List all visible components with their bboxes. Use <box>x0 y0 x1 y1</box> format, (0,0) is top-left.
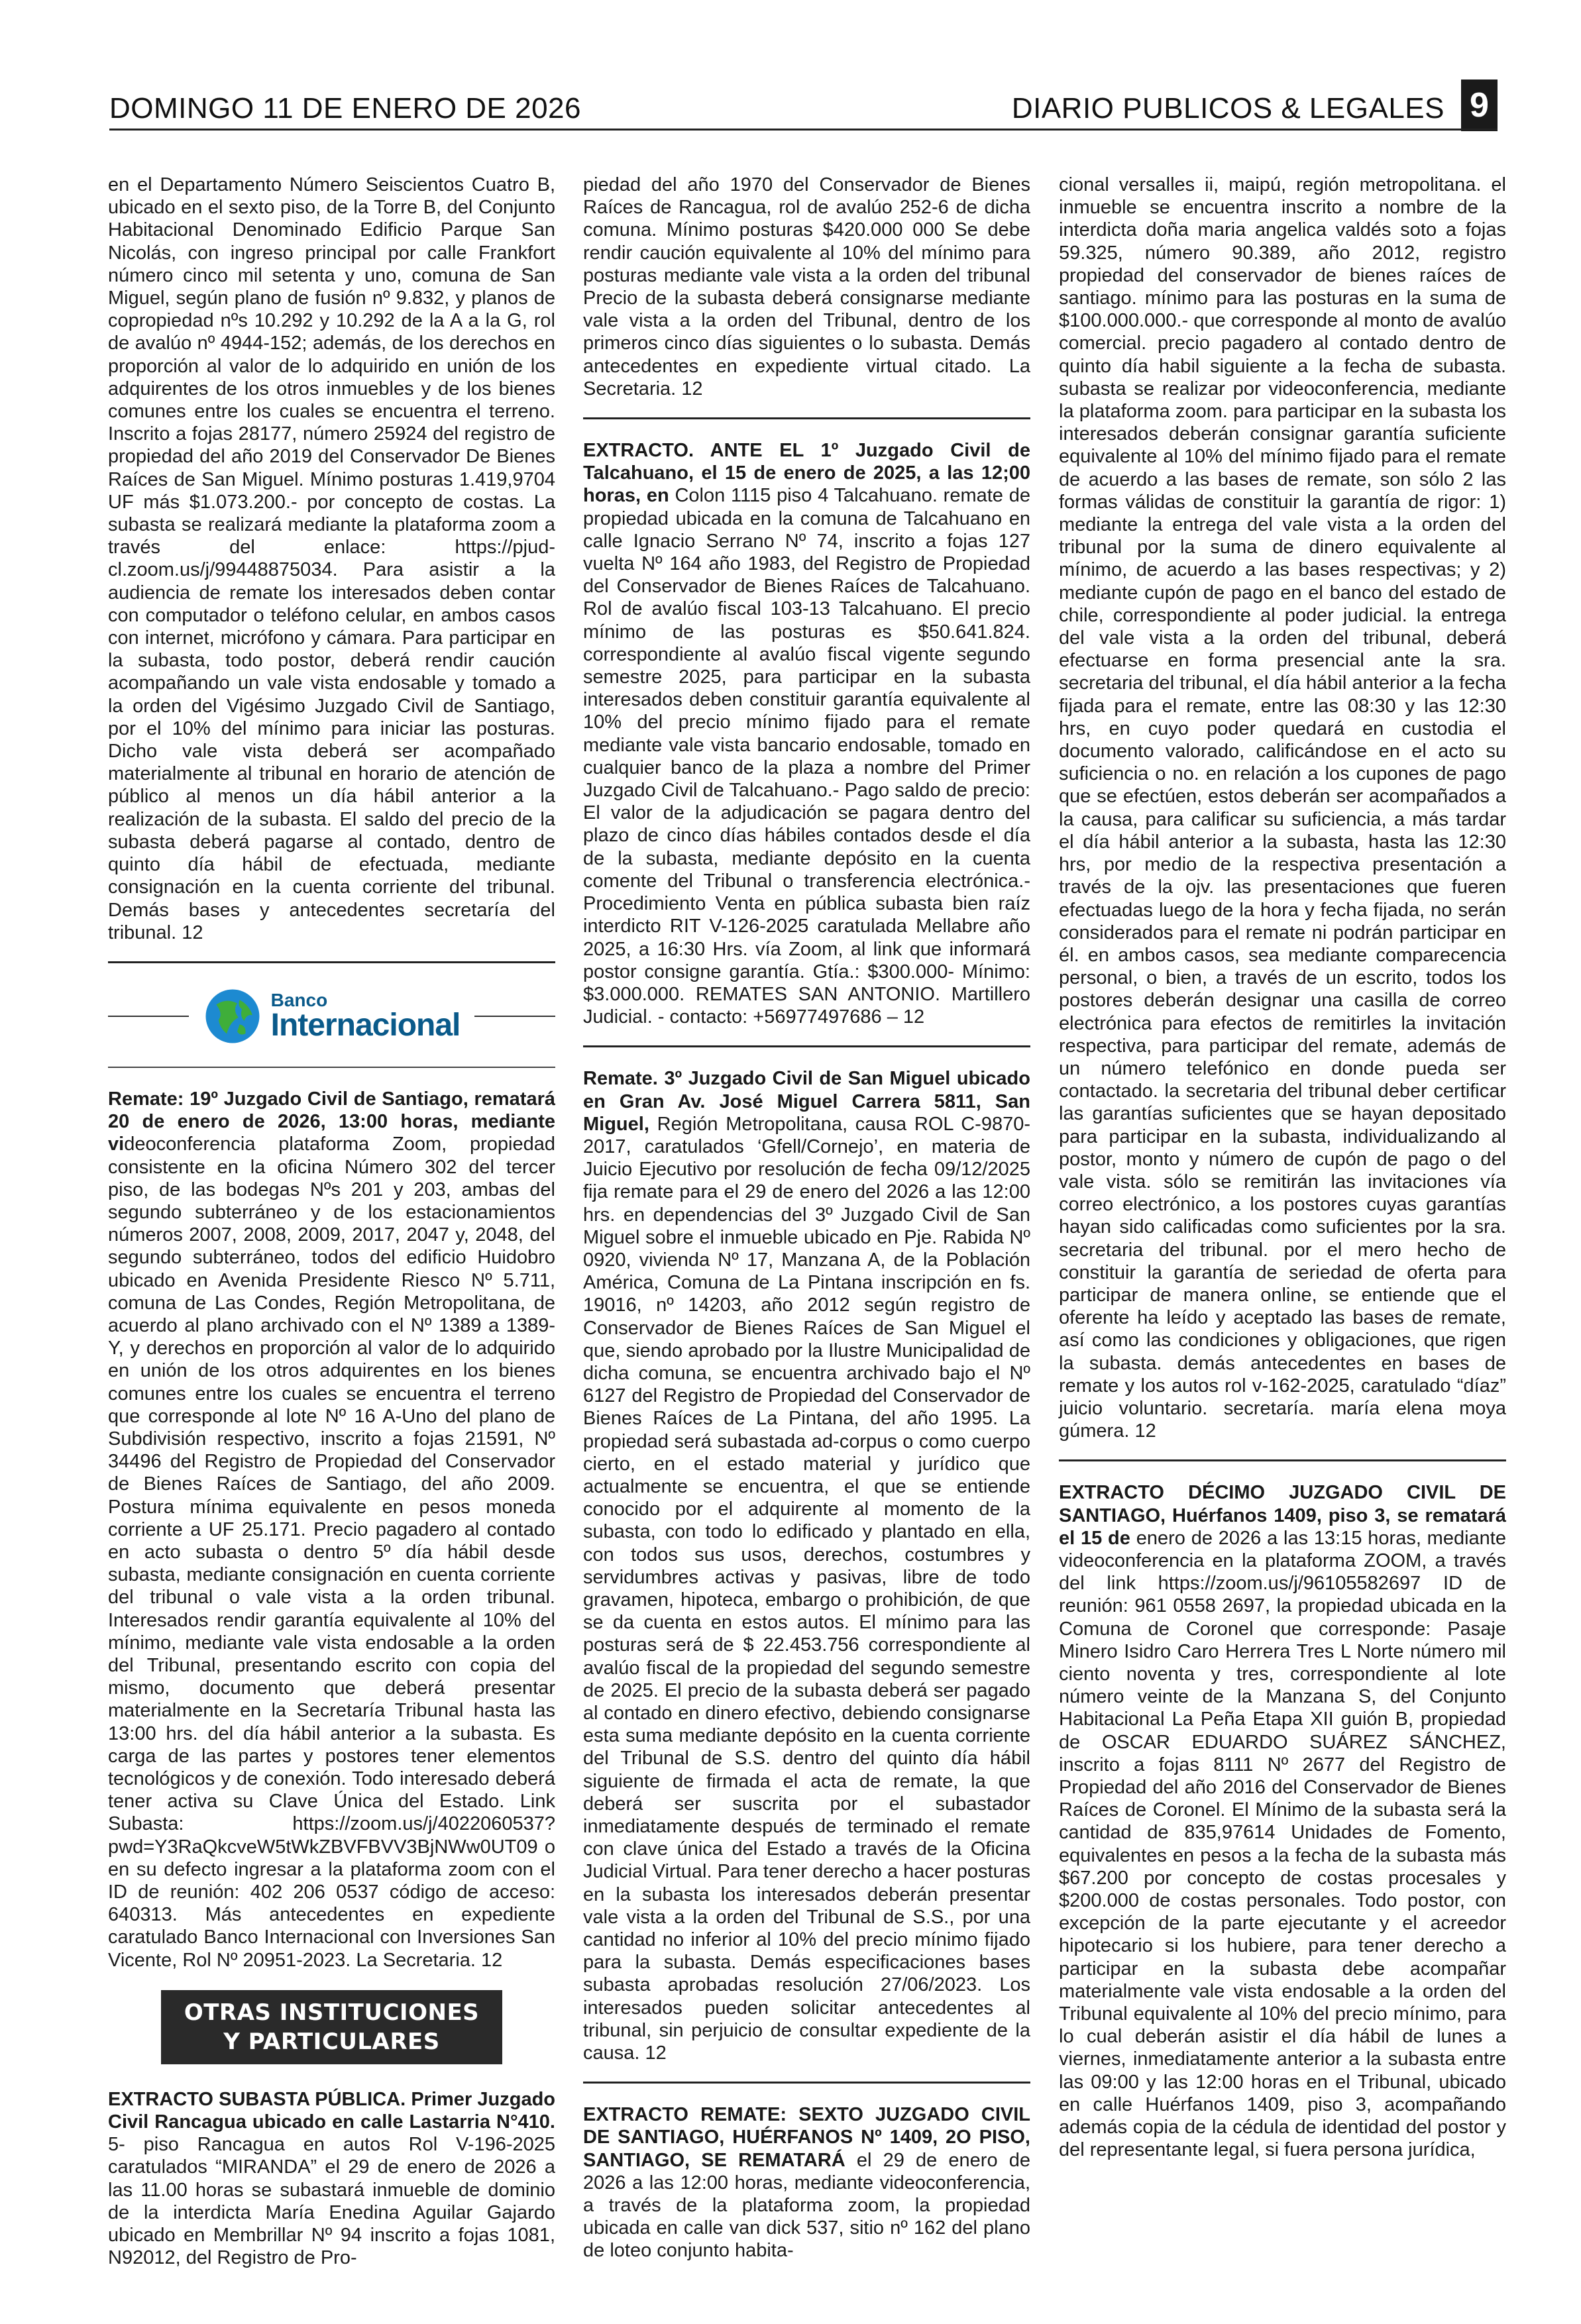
notice-body: el 29 de enero de 2026 a las 12:00 horas, mediante videoconferencia, a través de la plataforma zoom, la propiedad ubicada en calle van dick 537, sitio nº 162 del plano de loteo conjunto habita- <box>583 2149 1030 2262</box>
legal-notice <box>108 2088 555 2270</box>
column-1 <box>108 174 555 2269</box>
sponsor-logo-row <box>108 983 555 1049</box>
logo-word-banco: Banco <box>270 989 328 1010</box>
section-banner-row <box>108 1990 555 2064</box>
legal-notice <box>583 439 1030 1028</box>
divider <box>108 1016 189 1017</box>
legal-notice <box>108 1088 555 1972</box>
notice-body: Colon 1115 piso 4 Talcahuano. remate de propiedad ubicada en la comuna de Talcahuano en calle Ignacio Serrano Nº 74, inscrito a fojas 127 vuelta Nº 164 año 1983, del Registro de Propiedad del Conservador de Bienes Raíces de Talcahuano. Rol de avalúo fiscal 103-13 Talcahuano. El precio mínimo de las posturas es $50.641.824. correspondiente al avalúo fiscal vigente segundo semestre 2025, para participar en la subasta interesados deben constituir garantía equivalente al 10% del precio mínimo fijado para el remate mediante vale vista bancario endosable, tomado en cualquier banco de la plaza a nombre del Primer Juzgado Civil de Talcahuano.- Pago saldo de precio: El valor de la adjudicación se pagara dentro del plazo de cinco días hábiles contados desde el día de la subasta, mediante depósito en la cuenta comente del Tribunal o transferencia electrónica.- Procedimiento Venta en pública subasta bien raíz interdicto RIT V-126-2025 caratulada Mellabre año 2025, a 16:30 Hrs. vía Zoom, al link que informará postor consigne garantía. Gtía.: $300.000- Mínimo: $3.000.000. REMATES SAN ANTONIO. Martillero Judicial. - contacto: +56977497686 – 12 <box>583 485 1030 1028</box>
legal-notice: cional versalles ii, maipú, región metropolitana. el inmueble se encuentra inscrito a nombre de la interdicta doña maria angelica valdés soto a fojas 59.325, número 90.389, año 2012, registro propiedad del conservador de bienes raíces de santiago. mínimo para las posturas en la suma de $100.000.000.- que corresponde al monto de avalúo comercial. precio pagadero al contado dentro de quinto día habil siguiente a la fecha de subasta. subasta se realizar por videoconferencia, mediante la plataforma zoom. para participar en la subasta los interesados deberán consignar garantía suficiente equivalente al 10% del mínimo fijado para el remate de acuerdo a las bases de remate, son sólo 2 las formas válidas de constituir la garantía de rigor: 1) mediante la entrega del vale vista a la orden del tribunal por la suma de dinero equivalente al mínimo, de acuerdo a las bases respectivas; y 2) mediante cupón de pago en el banco del estado de chile, correspondiente al poder judicial. la entrega del vale vista a la orden del tribunal, deberá efectuarse en forma presencial ante la sra. secretaria del tribunal, el día hábil anterior a la fecha fijada para el remate, entre las 08:30 y las 12:30 hrs, en cuyo poder quedará en custodia el documento valorado, calificándose en el acto su suficiencia o no. en relación a los cupones de pago que se efectúen, estos deberán ser acompañados a la causa, para calificar su suficiencia, a más tardar el día hábil anterior a la subasta, hasta las 12:30 hrs, por medio de la respectiva presentación a través de la ojv. las presentaciones que fueren efectuadas luego de la hora y fecha fijada, no serán considerados para el remate ni podrán participar en él. en ambos casos, sea mediante comparecencia personal, o bien, a través de un escrito, todos los postores deberán designar una casilla de correo electrónica para efectos de remitirles la invitación respectiva, para participar del remate, además de un número telefónico en donde pueda ser contactado. la secretaria del tribunal deber certificar las garantías suficientes que se hayan depositado para participar en la subasta, individualizando al postor, monto y número de cupón de pago o del vale vista. sólo se remitirán las invitaciones vía correo electrónico, a los postores cuyas garantías hayan sido calificadas como suficientes por la sra. secretaria del tribunal. por el mero hecho de constituir la garantía de seriedad de oferta para participar de manera online, se entiende que el oferente ha leído y aceptado las bases de remate, así como las condiciones y obligaciones, que rigen la subasta. demás antecedentes en bases de remate y los autos rol v-162-2025, caratulado “díaz” juicio voluntario. secretaría. maría elena moya gúmera. 12 <box>1059 174 1506 1442</box>
newspaper-name: DIARIO PUBLICOS & LEGALES <box>1011 92 1445 125</box>
notice-body: 5- piso Rancagua en autos Rol V-196-2025 caratulados “MIRANDA” el 29 de enero de 2026 a las 11.00 horas se subastará inmueble de dominio de la interdicta María Enedina Aguilar Gajardo ubicado en Membrillar Nº 94 inscrito a fojas 1081, N92012, del Registro de Pro- <box>108 2134 555 2269</box>
divider <box>108 961 555 963</box>
notice-body: deoconferencia plataforma Zoom, propiedad consistente en la oficina Número 302 del tercer piso, de las bodegas Nºs 201 y 203, ambas del segundo subterráneo y de los estacionamientos números 2007, 2008, 2009, 2017, 2047 y, 2048, del segundo subterráneo, todos del edificio Huidobro ubicado en Avenida Presidente Riesco Nº 5.711, comuna de Las Condes, Región Metropolitana, de acuerdo al plano archivado con el Nº 1389 a 1389-Y, y derechos en proporción al valor de lo adquirido en unión de los otros adquirentes en los bienes comunes entre los cuales se encuentra el terreno que corresponde al lote Nº 16 A-Uno del plano de Subdivisión respectivo, inscrito a fojas 21591, Nº 34496 del Registro de Propiedad del Conservador de Bienes Raíces de Santiago, del año 2009. Postura mínima equivalente en pesos moneda corriente a UF 25.171. Precio pagadero al contado en acto subasta o dentro 5º día hábil desde subasta, mediante consignación en cuenta corriente del tribunal o vale vista a la orden tribunal. Interesados rendir garantía equivalente al 10% del mínimo, mediante vale vista endosable a la orden del Tribunal, presentando escrito con copia del mismo, documento que deberá presentar materialmente en la Secretaría Tribunal hasta las 13:00 hrs. del día hábil anterior a la subasta. Es carga de las partes y postores tener elementos tecnológicos y de conexión. Todo interesado deberá tener activa su Clave Única del Estado. Link Subasta: https://zoom.us/j/4022060537?pwd=Y3RaQkcveW5tWkZBVFBVV3BjNWw0UT09 o en su defecto ingresar a la plataforma zoom con el ID de reunión: 402 206 0537 código de acceso: 640313. Más antecedentes en expediente caratulado Banco Internacional con Inversiones San Vicente, Rol Nº 20951-2023. La Secretaria. 12 <box>108 1134 555 1971</box>
divider <box>474 1016 555 1017</box>
globe-icon <box>203 987 262 1045</box>
section-banner <box>161 1990 502 2064</box>
column-2 <box>583 174 1030 2262</box>
section-banner-line-1: OTRAS INSTITUCIONES <box>184 1999 480 2026</box>
notice-heading: EXTRACTO DÉCIMO JUZGADO CIVIL DE SANTIAGO, Huérfanos 1409, piso 3, se rematará el 15 de <box>1059 1482 1506 1549</box>
legal-notice: piedad del año 1970 del Conservador de Bienes Raíces de Rancagua, rol de avalúo 252-6 de dicha comuna. Mínimo posturas $420.000 000 Se debe rendir caución equivalente al 10% del mínimo para posturas mediante vale vista a la orden del tribunal Precio de la subasta deberá consignarse mediante vale vista a la orden del Tribunal, dentro de los primeros cinco días siguientes o lo subasta. Demás antecedentes en expediente virtual citado. La Secretaria. 12 <box>583 174 1030 399</box>
divider <box>583 1045 1030 1047</box>
notice-heading: EXTRACTO. ANTE EL 1º Juzgado Civil de Talcahuano, el 15 de enero de 2025, a las 12;00 horas, en <box>583 440 1030 507</box>
legal-notice <box>1059 1481 1506 2161</box>
notice-heading: Remate: 19º Juzgado Civil de Santiago, rematará 20 de enero de 2026, 13:00 horas, mediante vi <box>108 1088 555 1155</box>
divider <box>1059 1459 1506 1461</box>
logo-word-internacional: Internacional <box>270 1007 461 1043</box>
header-rule <box>109 129 1498 131</box>
legal-notice <box>583 1067 1030 2064</box>
notice-body: Región Metropolitana, causa ROL C-9870-2017, caratulados ‘Gfell/Cornejo’, en materia de Juicio Ejecutivo por resolución de fecha 09/12/2025 fija remate para el 29 de enero del 2026 a las 12:00 hrs. en dependencias del 3º Juzgado Civil de San Miguel sobre el inmueble ubicado en Pje. Rabida Nº 0920, vivienda Nº 17, Manzana A, de la Población América, Comuna de La Pintana inscripción en fs. 19016, nº 14203, año 2012 según registro de Conservador de Bienes Raíces de San Miguel el que, siendo aprobado por la Ilustre Municipalidad de dicha comuna, se encuentra archivado bajo el Nº 6127 del Registro de Propiedad del Conservador de Bienes Raíces de La Pintana, del año 1995. La propiedad será subastada ad-corpus o como cuerpo cierto, en el estado material y jurídico que actualmente se encuentra, el que se entiende conocido por el adquirente al momento de la subasta, con todo lo edificado y plantado en ella, con todos sus usos, derechos, costumbres y servidumbres activas y pasivas, libre de todo gravamen, hipoteca, embargo o prohibición, de que se da cuenta en estos autos. El mínimo para las posturas será de $ 22.453.756 correspondiente al avalúo fiscal de la propiedad del segundo semestre de 2025. El precio de la subasta deberá ser pagado al contado en dinero efectivo, debiendo consignarse esta suma mediante depósito en la cuenta corriente del Tribunal de S.S. dentro del quinto día hábil siguiente de firmada el acta de remate, la que deberá ser suscrita por el subastador inmediatamente después de terminado el remate con clave única del Estado a través de la Oficina Judicial Virtual. Para tener derecho a hacer posturas en la subasta los interesados deberán presentar vale vista a la orden del Tribunal de S.S., por una cantidad no inferior al 10% del precio mínimo fijado para la subasta. Demás especificaciones bases subasta aprobadas resolución 27/06/2023. Los interesados pueden solicitar antecedentes al tribunal, sin perjuicio de consultar expediente de la causa. 12 <box>583 1113 1030 2064</box>
notice-heading: EXTRACTO REMATE: SEXTO JUZGADO CIVIL DE SANTIAGO, HUÉRFANOS Nº 1409, 2O PISO, SANTIAGO, SE REMATARÁ <box>583 2104 1030 2171</box>
divider <box>108 1067 555 1068</box>
issue-date: DOMINGO 11 DE ENERO DE 2026 <box>109 92 581 125</box>
notice-heading: EXTRACTO SUBASTA PÚBLICA. Primer Juzgado Civil Rancagua ubicado en calle Lastarria N°410. <box>108 2088 555 2133</box>
divider <box>583 2082 1030 2084</box>
legal-notice <box>583 2103 1030 2262</box>
banco-internacional-logo <box>203 987 461 1045</box>
section-banner-line-2: Y PARTICULARES <box>223 2028 440 2055</box>
notice-heading: Remate. 3º Juzgado Civil de San Miguel ubicado en Gran Av. José Miguel Carrera 5811, San Miguel, <box>583 1068 1030 1135</box>
legal-notice: en el Departamento Número Seiscientos Cuatro B, ubicado en el sexto piso, de la Torre B, del Conjunto Habitacional Denominado Edificio Parque San Nicolás, con ingreso principal por calle Frankfort número cinco mil setenta y uno, comuna de San Miguel, según plano de fusión nº 9.832, y planos de copropiedad nºs 10.292 y 10.292 de la A a la G, rol de avalúo nº 4944-152; además, de los derechos en proporción al valor de lo adquirido en unión de los adquirentes de los otros inmuebles y de los bienes comunes entre los cuales se encuentra el terreno. Inscrito a fojas 28177, número 25924 del registro de propiedad del año 2019 del Conservador De Bienes Raíces de San Miguel. Mínimo posturas 1.419,9704 UF más $1.073.200.- por concepto de costas. La subasta se realizará mediante la plataforma zoom a través del enlace: https://pjud-cl.zoom.us/j/99448875034. Para asistir a la audiencia de remate los interesados deben contar con computador o teléfono celular, en ambos casos con internet, micrófono y cámara. Para participar en la subasta, todo postor, deberá rendir caución acompañando un vale vista endosable y tomado a la orden del Vigésimo Juzgado Civil de Santiago, por el 10% del mínimo para iniciar las posturas. Dicho vale vista deberá ser acompañado materialmente al tribunal en horario de atención de público al menos un día hábil anterior a la realización de la subasta. El saldo del precio de la subasta deberá pagarse al contado, dentro de quinto día hábil de efectuada, mediante consignación en la cuenta corriente del tribunal. Demás bases y antecedentes secretaría del tribunal. 12 <box>108 174 555 943</box>
notice-body: enero de 2026 a las 13:15 horas, mediante videoconferencia en la plataforma ZOOM, a través del link https://zoom.us/j/96105582697 ID de reunión: 961 0558 2697, la propiedad ubicada en la Comuna de Coronel que corresponde: Pasaje Minero Isidro Caro Herrera Tres L Norte número mil ciento noventa y tres, correspondiente al lote número veinte de la Manzana S, del Conjunto Habitacional La Peña Etapa XII guión B, propiedad de OSCAR EDUARDO SUÁREZ SÁNCHEZ, inscrito a fojas 8111 Nº 2677 del Registro de Propiedad del año 2016 del Conservador de Bienes Raíces de Coronel. El Mínimo de la subasta será la cantidad de 835,97614 Unidades de Fomento, equivalentes en pesos a la fecha de la subasta más $67.200 por concepto de costas procesales y $200.000 de costas personales. Todo postor, con excepción de la parte ejecutante y el acreedor hipotecario si los hubiere, para tener derecho a participar en la subasta debe acompañar materialmente vale vista endosable a la orden del Tribunal equivalente al 10% del precio mínimo, para lo cual deberán asistir el día hábil de lunes a viernes, inmediatamente anterior a la subasta entre las 09:00 y las 12:00 horas en el Tribunal, ubicado en calle Huérfanos 1409, piso 3, acompañando además copia de la cédula de identidad del postor y del representante legal, si fuera persona jurídica, <box>1059 1527 1506 2161</box>
page-number: 9 <box>1461 79 1498 131</box>
divider <box>583 417 1030 419</box>
column-3 <box>1059 174 1506 2161</box>
page-header <box>109 81 1474 132</box>
